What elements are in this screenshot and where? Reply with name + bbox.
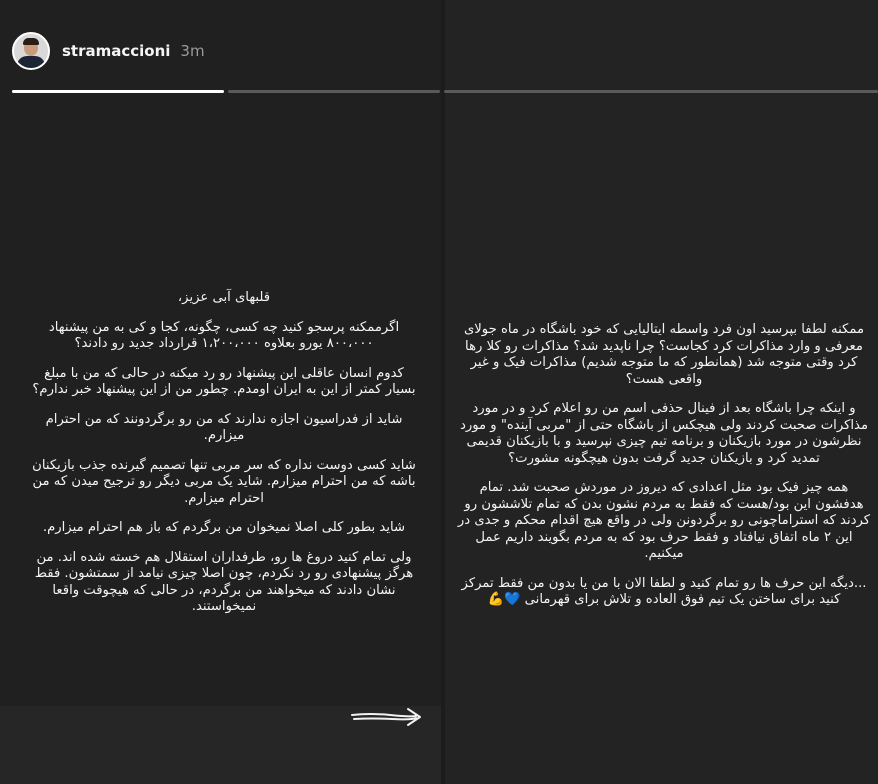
- avatar[interactable]: [12, 32, 50, 70]
- story-paragraph: ولی تمام کنید دروغ ها رو، طرفداران استقلال هم خسته شده اند. من هرگز پیشنهادی رو رد نکردم، چون اصلا چیزی نیامد از سمتشون. فقط نشان دادند که میخواهند من برگردم، در حالی که هیچوقت واقعا نمیخواستند.: [34, 549, 414, 614]
- arrow-right-icon: [350, 705, 424, 729]
- story-header: [12, 30, 205, 72]
- story-paragraph: همه چیز فیک بود مثل اعدادی که دیروز در موردش صحبت شد. تمام هدفشون این بود/هست که فقط به مردم نشون بدن که تمام تلاششون رو کردند که استراماچونی رو برگردونن ولی در واقع هیچ اقدام محکم و جدی در این ۲ ماه اتفاق نیافتاد و فقط حرف بود که به مردم بگویند داریم عمل میکنیم.: [457, 480, 871, 561]
- post-time: 3m: [180, 42, 205, 60]
- story-paragraph: اگرممکنه پرسجو کنید چه کسی، چگونه، کجا و کی به من پیشنهاد ۸۰۰،۰۰۰ یورو بعلاوه ۱،۲۰۰،۰۰۰ قرارداد جدید رو دادند؟: [48, 319, 400, 351]
- username[interactable]: stramaccioni: [62, 42, 171, 60]
- progress-segment-1: [12, 90, 224, 93]
- progress-segment-2: [228, 90, 440, 93]
- right-story-text: [455, 322, 873, 609]
- story-paragraph: شاید بطور کلی اصلا نمیخوان من برگردم که باز هم احترام میزارم.: [42, 520, 406, 535]
- story-progress-bar: [12, 90, 878, 93]
- progress-segment-3: [444, 90, 878, 93]
- story-paragraph: قلبهای آبی عزیز،: [177, 290, 271, 305]
- story-paragraph: ...دیگه این حرف ها رو تمام کنید و لطفا الان با من یا بدون من فقط تمرکز کنید برای ساختن یک تیم فوق العاده و تلاش برای قهرمانی 💙💪: [461, 575, 867, 607]
- story-paragraph: ممکنه لطفا بپرسید اون فرد واسطه ایتالیایی که خود باشگاه در ماه جولای معرفی و وارد مذاکرات کرد کجاست؟ چرا ناپدید شد؟ مذاکرات رو کلا رها کرد وقتی متوجه شد (همانطور که ما متوجه شدیم) مذاکرات فیک و غیر واقعی هست؟: [463, 322, 865, 387]
- story-paragraph: شاید کسی دوست نداره که سر مربی تنها تصمیم گیرنده جذب بازیکنان باشه که من احترام میزارم. شاید یک مربی دیگر رو ترجیح میدن که من احترام میزارم.: [32, 457, 416, 506]
- story-paragraph: شاید از فدراسیون اجازه ندارند که من رو برگردونند که من احترام میزارم.: [45, 411, 403, 443]
- left-story-text: [28, 290, 420, 616]
- story-paragraph: و اینکه چرا باشگاه بعد از فینال حذفی اسم من رو اعلام کرد و در مورد مذاکرات صحبت کردند ولی هیچکس از باشگاه حتی از "مربی آینده" و مورد نظرشون در مورد بازیکنان و برنامه تیم چیزی نپرسید و با بازیکنان قدیمی تمدید کرد و بازیکنان جدید گرفت بدون هیچگونه مشورت؟: [459, 401, 869, 466]
- story-paragraph: کدوم انسان عاقلی این پیشنهاد رو رد میکنه در حالی که من با مبلغ بسیار کمتر از این به ایران اومدم. چطور من از این پیشنهاد خبر ندارم؟: [32, 365, 416, 397]
